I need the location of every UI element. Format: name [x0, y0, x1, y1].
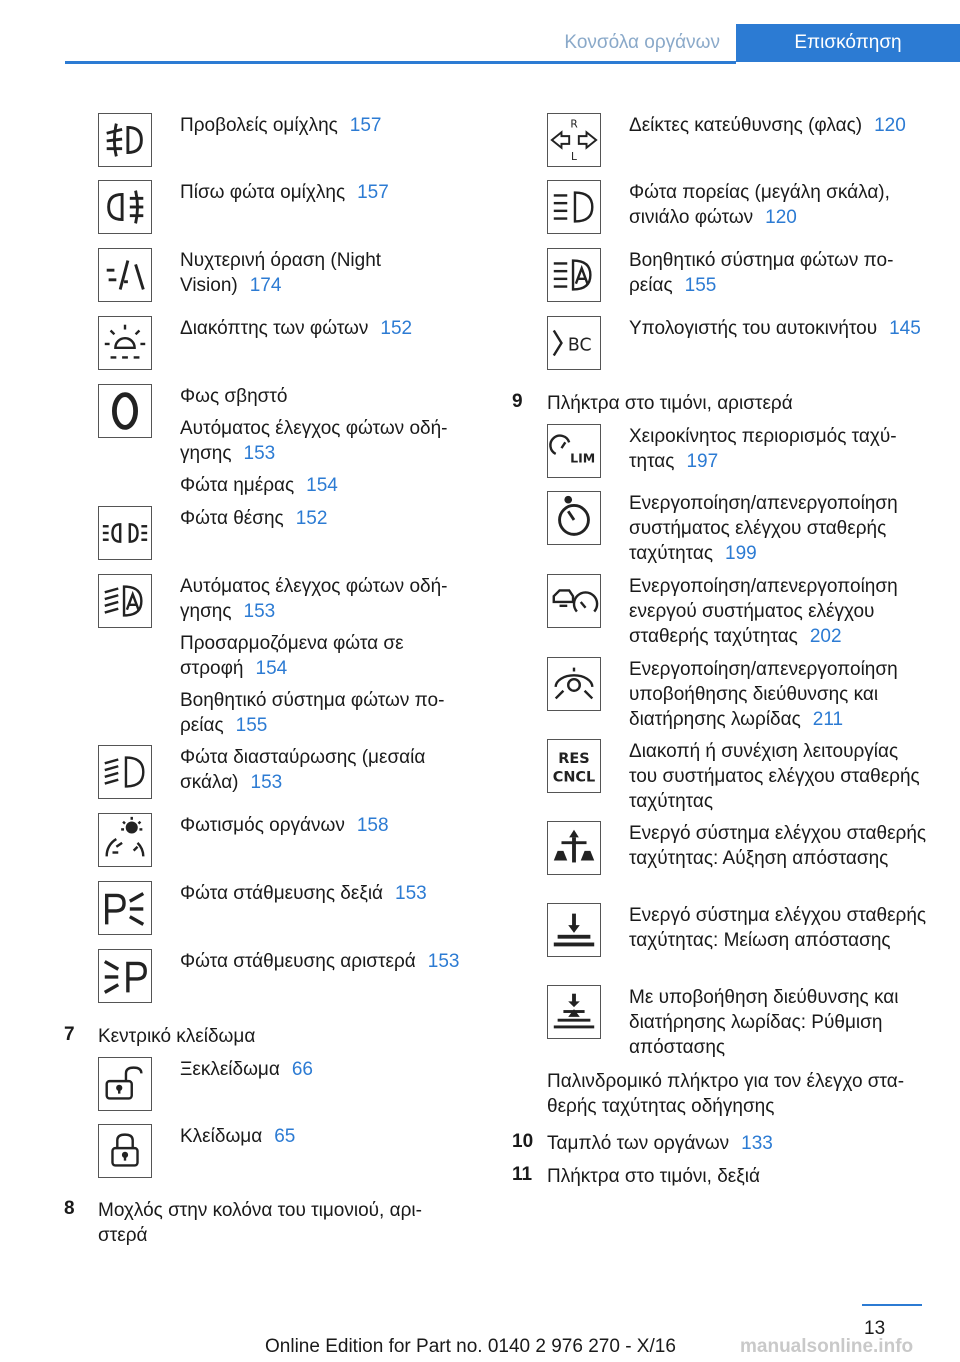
- page-ref[interactable]: 66: [291, 1059, 313, 1080]
- rear-fog-light-icon: [98, 180, 152, 234]
- page-number: 13: [864, 1318, 886, 1339]
- list-item: Φώτα πορείας (μεγάλη σκάλα), σινιάλο φώτων 120: [629, 182, 890, 228]
- instrument-lighting-icon: [98, 813, 152, 867]
- list-item: Με υποβοήθηση διεύθυνσης και διατήρησης λωρίδας: Ρύθμιση απόστασης: [629, 987, 899, 1058]
- svg-text:RES: RES: [558, 751, 590, 768]
- page-header: [0, 24, 960, 62]
- list-item: Ενεργό σύστημα ελέγχου σταθερής ταχύτητας: Αύξηση απόστασης: [629, 823, 927, 869]
- page-ref[interactable]: 199: [725, 543, 757, 564]
- list-item: Χειροκίνητος περιορισμός ταχύτητας 197: [629, 426, 897, 472]
- list-item: Ενεργοποίηση/απενεργοποίηση ενεργού συστήματος ελέγχου σταθερής ταχύτητας 202: [629, 576, 898, 647]
- svg-text:R: R: [570, 118, 578, 131]
- night-vision-icon: [98, 248, 152, 302]
- list-item: Ξεκλείδωμα 66: [180, 1059, 313, 1080]
- list-item: Νυχτερινή όραση (Night Vision) 174: [180, 250, 382, 296]
- page-ref[interactable]: 120: [765, 207, 797, 228]
- section-number: 7: [64, 1024, 75, 1045]
- page-ref[interactable]: 133: [741, 1133, 773, 1154]
- steering-lane-assist-icon: [547, 657, 601, 711]
- speed-limiter-icon: [547, 424, 601, 478]
- header-section[interactable]: Κονσόλα οργάνων: [564, 32, 720, 53]
- footer-rule: [862, 1304, 922, 1306]
- page-ref[interactable]: 153: [395, 883, 427, 904]
- rocker-note: Παλινδρομικό πλήκτρο για τον έλεγχο σταθερής ταχύτητας οδήγησης: [547, 1071, 905, 1117]
- high-beam-assist-icon: [547, 248, 601, 302]
- low-beam-icon: [98, 745, 152, 799]
- page-ref[interactable]: 157: [349, 115, 382, 136]
- page-ref[interactable]: 152: [380, 318, 413, 339]
- page-ref[interactable]: 153: [243, 443, 276, 464]
- auto-headlight-icon: [98, 574, 152, 628]
- section-title: Ταμπλό των οργάνων 133: [547, 1133, 773, 1154]
- list-item: Διακόπτης των φώτων 152: [180, 318, 413, 339]
- section-number: 9: [512, 391, 523, 412]
- page-ref[interactable]: 157: [357, 182, 389, 203]
- page-ref[interactable]: 174: [249, 275, 282, 296]
- high-beam-icon: [547, 180, 601, 234]
- parking-lights-icon: [98, 506, 152, 560]
- page-ref[interactable]: 155: [235, 715, 268, 736]
- light-switch-icon: [98, 316, 152, 370]
- section-title: Πλήκτρα στο τιμόνι, αριστερά: [547, 393, 793, 414]
- distance-adjust-icon: [547, 985, 601, 1039]
- light-off-icon: [98, 384, 152, 438]
- page-ref[interactable]: 158: [356, 815, 389, 836]
- page-ref[interactable]: 154: [306, 475, 338, 496]
- section-number: 10: [512, 1131, 534, 1152]
- page-ref[interactable]: 153: [243, 601, 276, 622]
- list-item: Φως σβηστό Αυτόματος έλεγχος φώτων οδήγησης 153 Φώτα ημέρας 154: [180, 386, 448, 496]
- list-item: Αυτόματος έλεγχος φώτων οδήγησης 153 Προσαρμοζόμενα φώτα σε στροφή 154 Βοηθητικό σύστημα φώτων πορείας 155: [180, 576, 448, 736]
- page-ref[interactable]: 154: [255, 658, 288, 679]
- section-number: 8: [64, 1198, 75, 1219]
- page-ref[interactable]: 202: [809, 626, 842, 647]
- distance-increase-icon: [547, 821, 601, 875]
- lock-icon: [98, 1124, 152, 1178]
- list-item: Βοηθητικό σύστημα φώτων πορείας 155: [629, 250, 894, 296]
- list-item: Ενεργοποίηση/απενεργοποίηση συστήματος ελέγχου σταθερής ταχύτητας 199: [629, 493, 898, 564]
- list-item: Προβολείς ομίχλης 157: [180, 115, 382, 136]
- edition-text: Online Edition for Part no. 0140 2 976 270 - X/16: [265, 1336, 676, 1357]
- turn-signal-icon: [547, 113, 601, 167]
- list-item: Φωτισμός οργάνων 158: [180, 815, 389, 836]
- unlock-icon: [98, 1057, 152, 1111]
- active-cruise-control-icon: [547, 574, 601, 628]
- parking-light-left-icon: [98, 949, 152, 1003]
- watermark: manualsonline.info: [740, 1336, 914, 1357]
- page-ref[interactable]: 155: [684, 275, 717, 296]
- page-ref[interactable]: 211: [812, 709, 844, 730]
- svg-text:BC: BC: [567, 335, 592, 356]
- section-title: Μοχλός στην κολόνα του τιμονιού, αριστερά: [98, 1200, 422, 1246]
- list-item: Δείκτες κατεύθυνσης (φλας) 120: [629, 115, 906, 136]
- section-number: 11: [512, 1164, 533, 1185]
- list-item: Φώτα θέσης 152: [180, 508, 328, 529]
- distance-decrease-icon: [547, 903, 601, 957]
- header-chapter[interactable]: Επισκόπηση: [736, 24, 960, 62]
- parking-light-right-icon: [98, 881, 152, 935]
- svg-text:LIM: LIM: [570, 450, 596, 466]
- page-ref[interactable]: 145: [889, 318, 921, 339]
- front-fog-light-icon: [98, 113, 152, 167]
- list-item: Ενεργό σύστημα ελέγχου σταθερής ταχύτητας: Μείωση απόστασης: [629, 905, 927, 951]
- list-item: Ενεργοποίηση/απενεργοποίηση υποβοήθησης διεύθυνσης και διατήρησης λωρίδας 211: [629, 659, 898, 730]
- list-item: Κλείδωμα 65: [180, 1126, 296, 1147]
- page-ref[interactable]: 65: [274, 1126, 296, 1147]
- list-item: Πίσω φώτα ομίχλης 157: [180, 182, 389, 203]
- list-item: Φώτα στάθμευσης αριστερά 153: [180, 951, 460, 972]
- svg-text:L: L: [571, 151, 577, 164]
- onboard-computer-icon: [547, 316, 601, 370]
- page-ref[interactable]: 153: [427, 951, 460, 972]
- page-ref[interactable]: 152: [295, 508, 328, 529]
- page-ref[interactable]: 120: [874, 115, 906, 136]
- header-rule: [65, 61, 736, 64]
- section-title: Κεντρικό κλείδωμα: [98, 1026, 256, 1047]
- list-item: Φώτα στάθμευσης δεξιά 153: [180, 883, 427, 904]
- list-item: Διακοπή ή συνέχιση λειτουργίας του συστήματος ελέγχου σταθερής ταχύτητας: [629, 741, 920, 812]
- list-item: Φώτα διασταύρωσης (μεσαία σκάλα) 153: [180, 747, 426, 793]
- page-ref[interactable]: 197: [686, 451, 719, 472]
- list-item: Υπολογιστής του αυτοκινήτου 145: [629, 318, 921, 339]
- res-cncl-icon: [547, 739, 601, 793]
- svg-text:CNCL: CNCL: [552, 769, 596, 786]
- cruise-control-icon: [547, 491, 601, 545]
- page-ref[interactable]: 153: [250, 772, 283, 793]
- section-title: Πλήκτρα στο τιμόνι, δεξιά: [547, 1166, 760, 1187]
